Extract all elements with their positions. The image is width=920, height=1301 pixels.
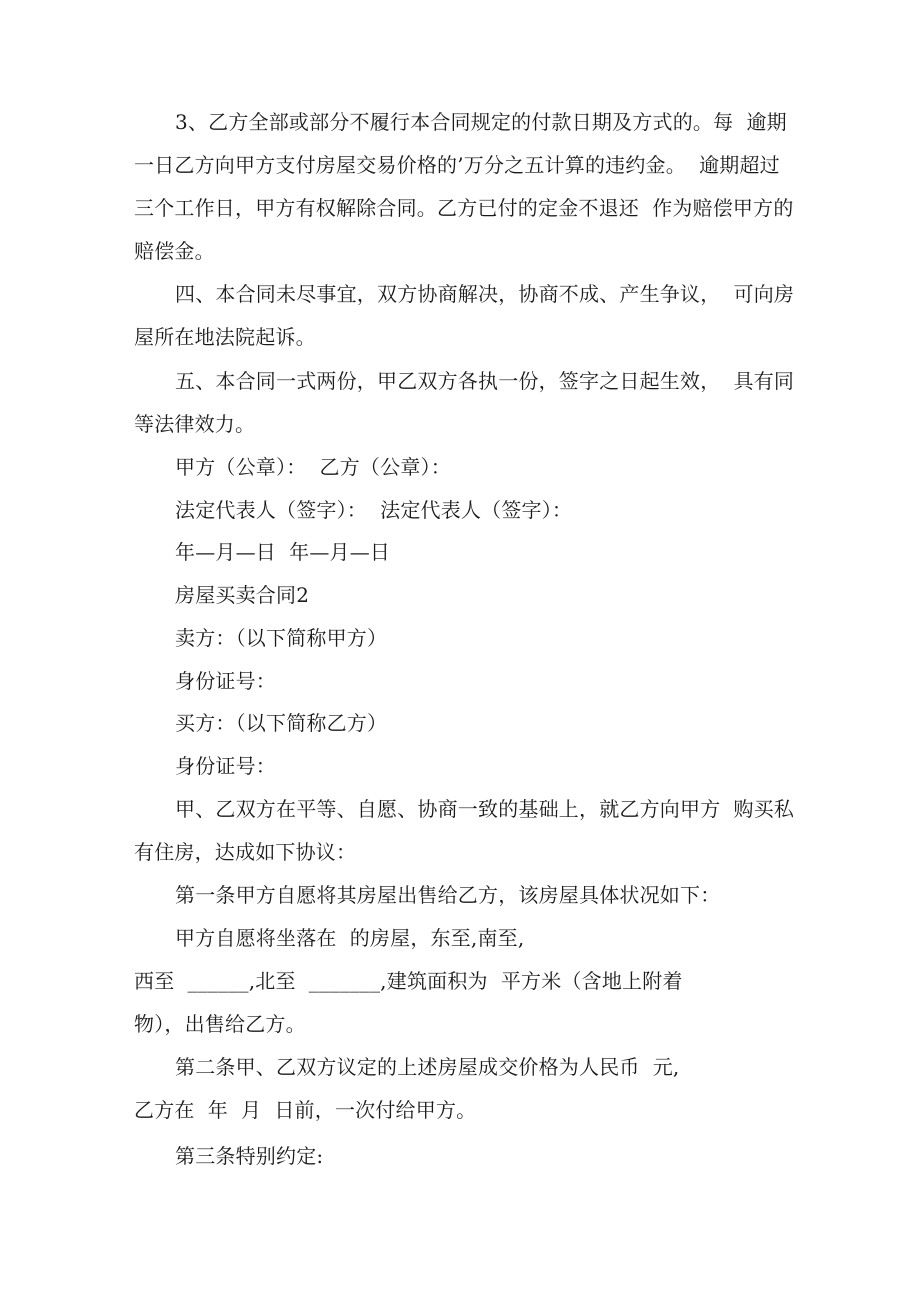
contract-2-title: 房屋买卖合同2 [175,583,310,607]
clause-4-line-2: 屋所在地法院起诉。 [134,325,316,349]
clause-3-line-3: 三个工作日，甲方有权解除合同。乙方已付的定金不退还 作为赔偿甲方的 [134,196,794,220]
article-3-line: 第三条特别约定: [175,1144,324,1168]
article-1-line: 第一条甲方自愿将其房屋出售给乙方，该房屋具体状况如下： [175,883,721,907]
preamble-line-1: 甲、乙双方在平等、自愿、协商一致的基础上，就乙方向甲方 购买私 [175,797,795,821]
buyer-line: 买方：（以下简称乙方） [175,711,388,735]
buyer-id-line: 身份证号： [175,754,276,778]
article-1-detail-line-3: 物），出售给乙方。 [134,1012,306,1036]
seals-line: 甲方（公章）： 乙方（公章）： [175,455,451,479]
article-1-detail-line-1: 甲方自愿将坐落在 的房屋，东至,南至, [175,926,525,950]
article-2-line-2: 乙方在 年 月 日前，一次付给甲方。 [134,1098,477,1122]
article-2-line-1: 第二条甲、乙双方议定的上述房屋成交价格为人民币 元, [175,1055,680,1079]
seller-line: 卖方：（以下简称甲方） [175,626,388,650]
clause-4-line-1: 四、本合同未尽事宜，双方协商解决，协商不成、产生争议， 可向房 [175,282,795,306]
clause-3-line-4: 赔偿金。 [134,239,215,263]
article-1-detail-line-2: 西至 ______,北至 _______,建筑面积为 平方米（含地上附着 [134,969,683,993]
seller-id-line: 身份证号： [175,669,276,693]
dates-line: 年—月—日 年—月—日 [175,540,391,564]
preamble-line-2: 有住房，达成如下协议： [134,840,357,864]
clause-5-line-1: 五、本合同一式两份，甲乙双方各执一份，签字之日起生效， 具有同 [175,369,795,393]
clause-3-line-1: 3、乙方全部或部分不履行本合同规定的付款日期及方式的。每 逾期 [175,110,787,134]
clause-5-line-2: 等法律效力。 [134,412,256,436]
clause-3-line-2: 一日乙方向甲方支付房屋交易价格的’万分之五计算的违约金。 逾期超过 [134,153,780,177]
representatives-line: 法定代表人（签字）： 法定代表人（签字）： [175,498,573,522]
